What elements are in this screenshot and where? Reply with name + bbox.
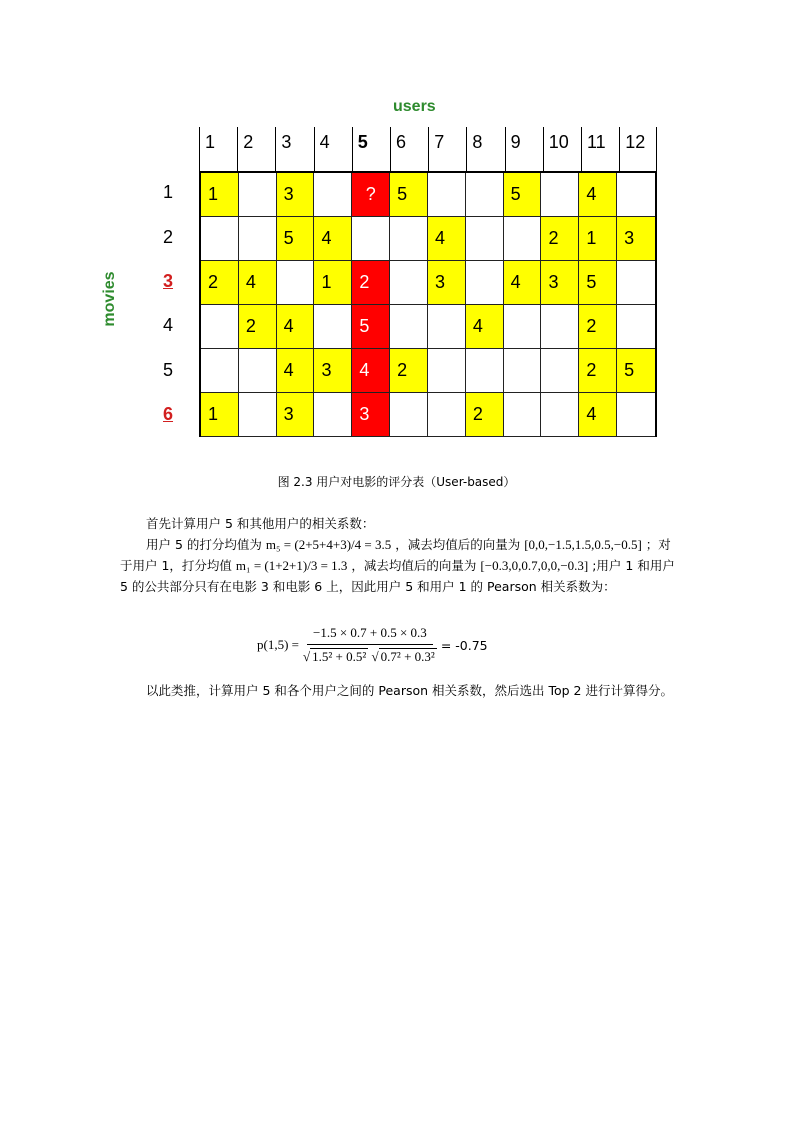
rating-cell [428, 173, 466, 217]
rating-cell: 1 [201, 173, 239, 217]
rating-cell [617, 173, 655, 217]
user-column-header: 8 [472, 132, 483, 152]
rating-cell: 5 [617, 349, 655, 393]
rating-cell [314, 173, 352, 217]
rating-grid [199, 171, 657, 437]
rating-cell: 1 [201, 393, 239, 437]
rating-cell: 3 [617, 217, 655, 261]
movie-row-header: 2 [163, 226, 174, 247]
movie-row-header: 4 [163, 315, 174, 336]
rating-cell [504, 217, 542, 261]
rating-cell: ? [352, 173, 390, 217]
rating-cell: 3 [277, 173, 315, 217]
rating-cell: 2 [352, 261, 390, 305]
user-column-header: 9 [510, 132, 521, 152]
paragraph-conclusion: 以此类推，计算用户 5 和各个用户之间的 Pearson 相关系数，然后选出 Top 2 进行计算得分。 [146, 683, 673, 698]
rating-cell [239, 217, 277, 261]
formula-lhs: p(1,5) = [257, 637, 299, 652]
movie-row-header: 3 [163, 270, 174, 291]
rating-cell [617, 393, 655, 437]
rating-cell: 2 [201, 261, 239, 305]
formula-numerator: −1.5 × 0.7 + 0.5 × 0.3 [307, 625, 433, 645]
figure-caption: 图 2.3 用户对电影的评分表（User-based） [277, 475, 516, 489]
user-column-header: 12 [625, 132, 646, 152]
rating-cell [617, 305, 655, 349]
formula-result: = -0.75 [440, 637, 488, 653]
text-segment: ，减去均值后的向量为 [395, 537, 521, 552]
rating-cell: 2 [390, 349, 428, 393]
rating-cell [239, 349, 277, 393]
rating-cell [466, 261, 504, 305]
rating-cell [428, 393, 466, 437]
rating-cell [466, 217, 504, 261]
column-divider [237, 127, 238, 171]
user-column-header: 5 [357, 132, 368, 152]
rating-cell [504, 305, 542, 349]
rating-cell: 2 [239, 305, 277, 349]
rating-cell [239, 393, 277, 437]
column-divider [428, 127, 429, 171]
rating-cell [541, 393, 579, 437]
rating-cell: 5 [579, 261, 617, 305]
column-divider [619, 127, 620, 171]
rating-cell: 5 [390, 173, 428, 217]
sqrt-term-b: 0.7² + 0.3² [380, 649, 435, 664]
rating-cell [466, 349, 504, 393]
mean-user5: m₅ = (2+5+4+3)/4 = 3.5 [265, 537, 392, 552]
movie-row-header: 6 [163, 403, 174, 424]
rating-cell: 1 [314, 261, 352, 305]
vector-user1: [−0.3,0,0.7,0,0,−0.3] [480, 558, 589, 573]
rating-cell [541, 305, 579, 349]
column-divider [390, 127, 391, 171]
sqrt-term-a: 1.5² + 0.5² [312, 649, 367, 664]
rating-cell: 2 [579, 305, 617, 349]
user-column-header: 7 [434, 132, 445, 152]
movie-row-header: 5 [163, 359, 174, 380]
rating-cell [428, 349, 466, 393]
column-divider [581, 127, 582, 171]
rating-cell [541, 349, 579, 393]
rating-cell [617, 261, 655, 305]
rating-cell [201, 349, 239, 393]
rating-cell [504, 349, 542, 393]
rating-cell: 3 [541, 261, 579, 305]
rating-cell [390, 393, 428, 437]
rating-cell [504, 393, 542, 437]
text-segment: 用户 5 的打分均值为 [146, 537, 262, 552]
rating-cell: 3 [314, 349, 352, 393]
rating-cell: 2 [541, 217, 579, 261]
user-column-header: 4 [319, 132, 330, 152]
rating-cell [390, 217, 428, 261]
user-column-header: 3 [281, 132, 292, 152]
rating-cell: 4 [504, 261, 542, 305]
rating-cell: 4 [428, 217, 466, 261]
rating-cell: 4 [466, 305, 504, 349]
rating-cell [466, 173, 504, 217]
user-column-header: 6 [396, 132, 407, 152]
rating-cell [352, 217, 390, 261]
rating-cell: 5 [352, 305, 390, 349]
column-divider [466, 127, 467, 171]
rating-cell [277, 261, 315, 305]
text-segment: ；对于用户 1，打分均值 [120, 537, 671, 573]
column-divider [656, 127, 657, 171]
rating-cell: 4 [352, 349, 390, 393]
rating-cell [541, 173, 579, 217]
rating-cell: 5 [504, 173, 542, 217]
user-column-header: 2 [243, 132, 254, 152]
pearson-formula [257, 625, 488, 665]
rating-cell: 2 [466, 393, 504, 437]
rating-cell [314, 305, 352, 349]
column-divider [199, 127, 200, 171]
rating-cell [390, 305, 428, 349]
rating-cell: 4 [579, 173, 617, 217]
user-column-header: 10 [548, 132, 569, 152]
movies-axis-label: movies [101, 271, 118, 327]
rating-cell: 4 [277, 305, 315, 349]
rating-cell [390, 261, 428, 305]
mean-user1: m₁ = (1+2+1)/3 = 1.3 [235, 558, 348, 573]
rating-cell [201, 217, 239, 261]
rating-cell: 3 [428, 261, 466, 305]
column-divider [275, 127, 276, 171]
rating-cell: 4 [277, 349, 315, 393]
movie-row-header: 1 [163, 182, 174, 203]
text-segment: ;用户 1 和用户 5 的公共部分只有在电影 3 和电影 6 上，因此用户 5 和用户 1 的 Pearson 相关系数为： [120, 558, 675, 594]
user-column-header: 1 [205, 132, 216, 152]
rating-cell [239, 173, 277, 217]
rating-cell: 2 [579, 349, 617, 393]
rating-cell: 4 [579, 393, 617, 437]
column-divider [543, 127, 544, 171]
column-divider [505, 127, 506, 171]
paragraph-mean-calc [120, 534, 675, 597]
text-segment: ，减去均值后的向量为 [351, 558, 477, 573]
rating-cell: 3 [352, 393, 390, 437]
column-divider [314, 127, 315, 171]
formula-denominator: √ 1.5² + 0.5² √ 0.7² + 0.3² [303, 649, 435, 664]
rating-cell: 3 [277, 393, 315, 437]
rating-cell: 4 [314, 217, 352, 261]
rating-cell: 1 [579, 217, 617, 261]
rating-cell: 5 [277, 217, 315, 261]
rating-cell [314, 393, 352, 437]
rating-cell [428, 305, 466, 349]
users-axis-label: users [393, 98, 436, 115]
rating-cell: 4 [239, 261, 277, 305]
formula-fraction [303, 625, 437, 665]
rating-cell [201, 305, 239, 349]
paragraph-intro: 首先计算用户 5 和其他用户的相关系数： [146, 516, 375, 531]
vector-user5: [0,0,−1.5,1.5,0.5,−0.5] [524, 537, 642, 552]
user-column-header: 11 [587, 132, 606, 152]
column-divider [352, 127, 353, 171]
